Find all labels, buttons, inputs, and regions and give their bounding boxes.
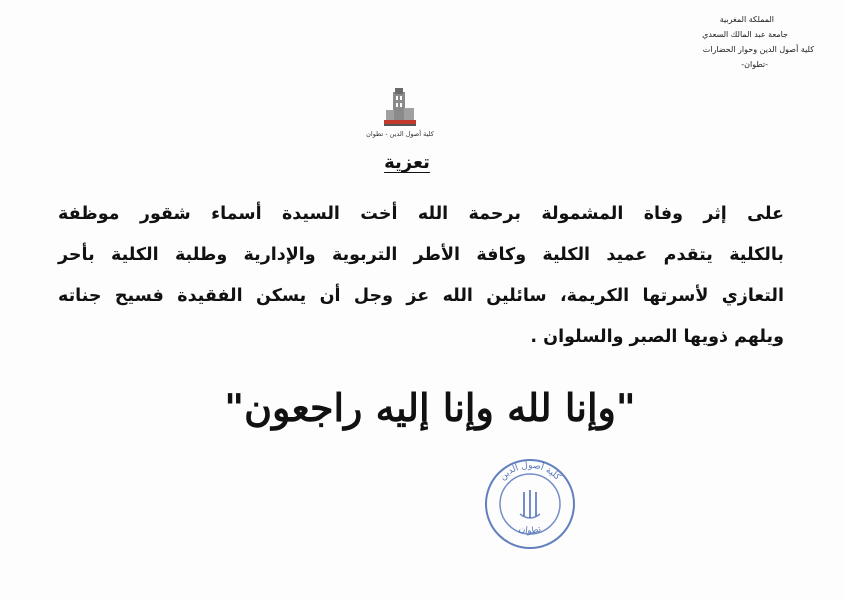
svg-text:كلية أصول الدين — [498, 461, 563, 483]
condolence-body — [58, 194, 784, 358]
header-city: -تطوان- — [741, 60, 768, 69]
body-line: ويلهم ذويها الصبر والسلوان . — [530, 327, 784, 347]
quran-verse: "وإنا لله وإنا إليه راجعون" — [224, 385, 636, 430]
official-stamp — [480, 454, 580, 554]
stamp-text-bottom: تطوان — [517, 524, 543, 537]
svg-text:تطوان — [518, 524, 543, 536]
faculty-logo-icon — [384, 88, 416, 130]
header-faculty: كلية أصول الدين وحوار الحضارات — [702, 45, 814, 54]
header-kingdom: المملكة المغربية — [719, 15, 774, 24]
page-title: تعزية — [384, 152, 430, 173]
stamp-text-top: كلية أصول الدين — [497, 460, 563, 483]
body-line: التعازي لأسرتها الكريمة، سائلين الله عز وجل أن يسكن الفقيدة فسيح جناته — [58, 286, 784, 306]
logo-caption: كلية أصول الدين - تطوان — [366, 130, 434, 138]
body-line: بالكلية يتقدم عميد الكلية وكافة الأطر التربوية والإدارية وطلبة الكلية بأحر — [58, 245, 784, 265]
institution-header — [644, 12, 814, 72]
body-line: على إثر وفاة المشمولة برحمة الله أخت السيدة أسماء شقور موظفة — [58, 204, 784, 224]
header-university: جامعة عبد المالك السعدي — [702, 30, 788, 39]
